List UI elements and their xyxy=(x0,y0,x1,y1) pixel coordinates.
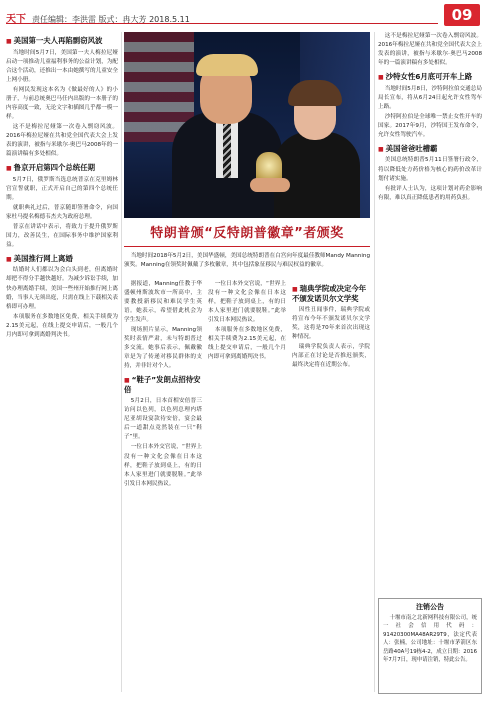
article-paragraph: 沙特阿拉伯是全球唯一禁止女性开车的国家。2017年9月，沙特国王发布命令，允许女性驾驶汽车。 xyxy=(378,113,482,138)
news-photo xyxy=(124,32,370,218)
article-headline: ■ 美国爸爸吐槽霸 xyxy=(378,144,482,154)
column-divider xyxy=(374,32,375,692)
article-paragraph: 5月2日，日本首相安倍晋三访问以色列，以色列总理内塔尼亚胡设宴款待安倍，宴会最后一道甜点竟然装在一只“鞋子”里。 xyxy=(124,398,202,441)
right-column xyxy=(378,32,482,594)
article-paragraph: 这不是梅拉尼娅第一次卷入剽窃风波。2016年梅拉尼娅在共和党全国代表大会上发表的演讲，被指与米歇尔·奥巴马2008年的一篇演讲稿有多处相似。 xyxy=(378,33,482,67)
column-divider xyxy=(121,32,122,692)
page-header xyxy=(0,0,488,28)
article-headline: ■ 鲁京开启第四个总统任期 xyxy=(6,163,118,173)
article-paragraph: 当地时间5月8日，沙特阿拉伯交通总局局长宣布，将从6月24日起允许女性驾车上路。 xyxy=(378,85,482,110)
photo-headline: 特朗普颁“反特朗普徽章”者颁奖 xyxy=(150,226,344,241)
article-paragraph: 因性丑闻事件，瑞典学院或将宣布今年不颁发诺贝尔文学奖，这将是70年来首次出现这种情况。 xyxy=(292,306,370,340)
article-paragraph: 有网民发现这本名为《做最好的人》的小册子，与前总统奥巴马任内出版的一本册子的内容高度一致，无论文字和插图几乎都一模一样。 xyxy=(6,86,118,120)
article-paragraph: 普京在讲话中表示，将致力于提升俄罗斯国力，改善民生，在国际事务中维护国家利益。 xyxy=(6,223,118,248)
article-paragraph: 瑞典学院负责人表示，学院内部正在讨论是否推迟颁奖，最终决定将在近期公布。 xyxy=(292,343,370,369)
article-paragraph: 美国总统特朗普5月11日签署行政令，将以降低处方药价格为核心的药价改革计划付诸实施。 xyxy=(378,157,482,182)
left-column xyxy=(6,32,118,692)
article-paragraph: 这不是梅拉尼娅第一次卷入剽窃风波。2016年梅拉尼娅在共和党全国代表大会上发表的演讲，被指与米歇尔·奥巴马2008年的一篇演讲稿有多处相似。 xyxy=(6,123,118,158)
article-headline: ■ 沙特女性6月底可开车上路 xyxy=(378,72,482,82)
deregistration-notice xyxy=(378,598,482,694)
header-rule xyxy=(6,23,438,24)
article-paragraph: 一位日本外交官说，“世界上没有一种文化会像在日本这样，把鞋子放到桌上，有的日本人家里进门就要脱鞋。”此举引发日本网民热议。 xyxy=(124,444,202,487)
article-headline: ■ 瑞典学院或决定今年不颁发诺贝尔文学奖 xyxy=(292,284,370,303)
tie-shape xyxy=(223,122,231,178)
section-name: 天下 xyxy=(6,14,26,25)
hands-shape xyxy=(250,178,290,192)
center-column-c xyxy=(292,280,370,692)
article-paragraph: 结婚时人们都以为会白头到老，但离婚时却把不得分手越快越好。为减少诉讼手续，加快办理离婚手续，美国一些州开始推行网上离婚，当事人无须出庭，只需在线上下载相关表格即可办理。 xyxy=(6,267,118,310)
article-headline: ■ 美国第一夫人再陷剽窃风波 xyxy=(6,36,118,46)
article-paragraph: 本项服务在多数地区免费，相关手续费为2.15美元起，在线上提交申请后，一般几个月内即可拿到离婚判决书。 xyxy=(208,327,286,361)
article-paragraph: 据报道，Manning任教于华盛顿州斯波坎市一所高中，主要教授新移民和难民学生英语。她表示，希望借此机会为学生发声。 xyxy=(124,281,202,324)
article-headline: ■ “鞋子”发朗点招待安倍 xyxy=(124,375,202,394)
article-paragraph: 当地时间5月7日，美国第一夫人梅拉尼娅启动一项推动儿童福利事务的公益计划，为配合这个活动，还推出一本由她撰写的儿童安全上网小册。 xyxy=(6,49,118,83)
editor-info: 责任编辑：李洪雷 版式：冉大芳 2018.5.11 xyxy=(32,15,190,24)
article-paragraph: 当地时间2018年5月2日，美国华盛顿，美国总统特朗普在白宫向年度最佳教师Mandy Manning颁奖。Manning在领奖时佩戴了多枚徽章，其中包括象征移民与难民权益的徽章。 xyxy=(124,253,370,269)
photo-story-lead xyxy=(124,252,370,278)
center-column-a xyxy=(124,280,202,692)
page-number: 09 xyxy=(444,4,480,26)
notice-body: 十堰市南之北新网科技有限公司，统一社会信用代码：91420300MA48AR29T9，法定代表人：张楠，公司地址：十堰市茅箭区东岳路40A号19栋4-2，成立日期：2016年7月7日，现申请注销，特此公告。 xyxy=(383,615,477,663)
headline-rule xyxy=(124,246,370,247)
teacher-figure xyxy=(274,132,360,218)
president-hair xyxy=(196,54,258,76)
notice-title: 注销公告 xyxy=(416,603,444,611)
article-paragraph: 有批评人士认为，这项计划对药企影响有限，难以真正降低患者的用药负担。 xyxy=(378,185,482,201)
center-column-b xyxy=(208,280,286,692)
article-paragraph: 本项服务在多数地区免费，相关手续费为2.15美元起，在线上提交申请后，一般几个月内即可拿到离婚判决书。 xyxy=(6,313,118,338)
article-paragraph: 5月7日，俄罗斯当选总统普京在克里姆林宫宣誓就职，正式开启自己的第四个总统任期。 xyxy=(6,176,118,201)
article-paragraph: 一位日本外交官说，“世界上没有一种文化会像在日本这样，把鞋子放到桌上，有的日本人家里进门就要脱鞋。”此举引发日本网民热议。 xyxy=(208,281,286,324)
article-paragraph: 现场照片显示，Manning领奖时表情严肃，未与特朗普过多交流。她事后表示，佩戴徽章是为了传递对移民群体的支持，并非针对个人。 xyxy=(124,327,202,370)
article-paragraph: 就职典礼过后，普京随即签署命令，向国家杜马提名梅德韦杰夫为政府总理。 xyxy=(6,204,118,220)
teacher-hair xyxy=(288,80,342,106)
article-headline: ■ 美国推行网上离婚 xyxy=(6,254,118,264)
